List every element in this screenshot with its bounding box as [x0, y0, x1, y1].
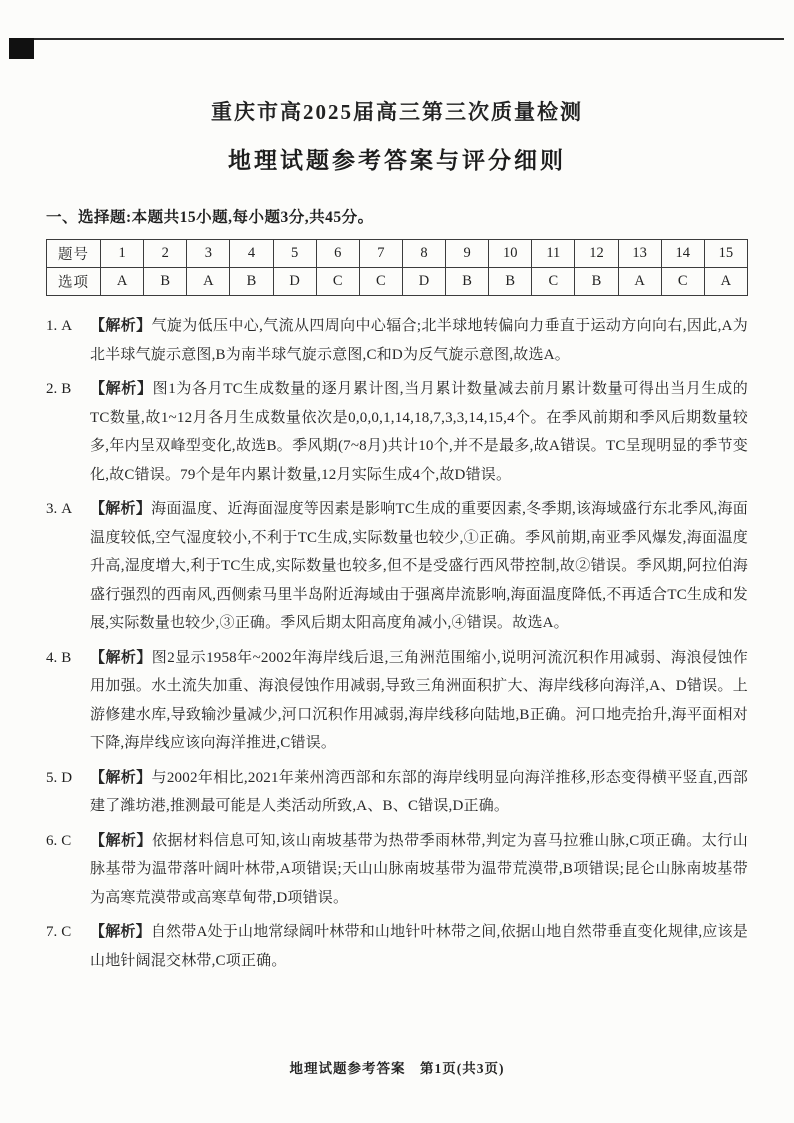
answer-cell: D [402, 268, 445, 296]
explanation-text [90, 764, 748, 821]
answer-cell: C [532, 268, 575, 296]
scan-artifact-corner-mark [9, 38, 34, 59]
question-number-cell: 6 [316, 240, 359, 268]
section-heading-multiple-choice: 一、选择题:本题共15小题,每小题3分,共45分。 [46, 209, 374, 226]
correct-answer-letter: A [61, 501, 73, 517]
correct-answer-letter: D [61, 769, 73, 786]
analysis-marker: 【解析】 [90, 649, 152, 666]
explanation-item [46, 827, 748, 913]
question-answer-label [46, 644, 90, 758]
question-number-cell: 13 [618, 240, 661, 268]
correct-answer-letter: B [61, 381, 72, 397]
answer-cell: A [704, 268, 747, 296]
scan-artifact-top-line [9, 38, 784, 40]
analysis-body: 依据材料信息可知,该山南坡基带为热带季雨林带,判定为喜马拉雅山脉,C项正确。太行山脉基带为温带落叶阔叶林带,A项错误;天山山脉南坡基带为温带荒漠带,B项错误;昆仑山脉南坡基带为高寒荒漠带或高寒草甸带,D项错误。 [90, 832, 748, 906]
question-number-cell: 14 [661, 240, 704, 268]
analysis-body: 与2002年相比,2021年莱州湾西部和东部的海岸线明显向海洋推移,形态变得横平竖直,西部建了潍坊港,推测最可能是人类活动所致,A、B、C错误,D正确。 [90, 769, 748, 814]
explanation-item [46, 495, 748, 638]
question-answer-label [46, 764, 90, 821]
analysis-body: 图2显示1958年~2002年海岸线后退,三角洲范围缩小,说明河流沉积作用减弱、海浪侵蚀作用加强。水土流失加重、海浪侵蚀作用减弱,导致三角洲面积扩大、海岸线移向海洋,A、D错误。上游修建水库,导致输沙量减少,河口沉积作用减弱,海岸线移向陆地,B正确。河口地壳抬升,海平面相对下降,海岸线应该向海洋推进,C错误。 [90, 649, 748, 751]
correct-answer-letter: C [61, 832, 72, 849]
question-number-cell: 15 [704, 240, 747, 268]
analysis-marker: 【解析】 [90, 832, 152, 849]
row-header-answer-option: 选项 [47, 268, 101, 296]
answer-cell: B [144, 268, 187, 296]
answer-cell: B [489, 268, 532, 296]
explanation-item [46, 644, 748, 758]
question-number-cell: 5 [273, 240, 316, 268]
answer-cell: C [316, 268, 359, 296]
explanation-item [46, 375, 748, 489]
analysis-body: 气旋为低压中心,气流从四周向中心辐合;北半球地转偏向力垂直于运动方向向右,因此,A为北半球气旋示意图,B为南半球气旋示意图,C和D为反气旋示意图,故选A。 [90, 318, 749, 363]
row-header-question-number: 题号 [47, 240, 101, 268]
explanation-item [46, 918, 748, 975]
explanation-text [90, 312, 748, 369]
document-content [46, 96, 748, 981]
question-number: 5. [46, 769, 58, 786]
question-number-cell: 4 [230, 240, 273, 268]
question-number: 6. [46, 832, 58, 849]
answer-cell: B [446, 268, 489, 296]
explanation-item [46, 764, 748, 821]
question-number-cell: 8 [402, 240, 445, 268]
explanation-text [90, 495, 748, 638]
answer-cell: C [359, 268, 402, 296]
analysis-marker: 【解析】 [90, 501, 152, 517]
question-answer-label [46, 375, 90, 489]
explanation-item [46, 312, 748, 369]
question-answer-label [46, 918, 90, 975]
correct-answer-letter: C [61, 924, 72, 940]
question-number: 3. [46, 501, 58, 517]
answer-table [46, 239, 748, 296]
answer-cell: A [618, 268, 661, 296]
explanation-text [90, 375, 748, 489]
explanation-text [90, 644, 748, 758]
analysis-body: 图1为各月TC生成数量的逐月累计图,当月累计数量减去前月累计数量可得出当月生成的TC数量,故1~12月各月生成数量依次是0,0,0,1,14,18,7,3,3,14,15,4个。在季风前期和季风后期数量较多,年内呈双峰型变化,故选B。季风期(7~8月)共计10个,并不是最多,故A错误。TC呈现明显的季节变化,故C错误。79个是年内累计数量,12月实际生成4个,故D错误。 [90, 381, 748, 483]
answer-cell: A [187, 268, 230, 296]
analysis-body: 自然带A处于山地常绿阔叶林带和山地针叶林带之间,依据山地自然带垂直变化规律,应该是山地针阔混交林带,C项正确。 [90, 924, 748, 969]
answer-cell: B [230, 268, 273, 296]
correct-answer-letter: B [61, 649, 72, 666]
question-number-cell: 12 [575, 240, 618, 268]
question-answer-label [46, 827, 90, 913]
answer-cell: D [273, 268, 316, 296]
analysis-marker: 【解析】 [90, 318, 152, 334]
question-number-cell: 10 [489, 240, 532, 268]
answer-cell: A [101, 268, 144, 296]
question-number-cell: 2 [144, 240, 187, 268]
question-number: 7. [46, 924, 58, 940]
analysis-body: 海面温度、近海面湿度等因素是影响TC生成的重要因素,冬季期,该海域盛行东北季风,海面温度较低,空气湿度较小,不利于TC生成,实际数量也较少,①正确。季风前期,南亚季风爆发,海面温度升高,湿度增大,利于TC生成,实际数量也较多,但不是受盛行西风带控制,故②错误。季风期,阿拉伯海盛行强烈的西南风,西侧索马里半岛附近海域由于强离岸流影响,海面温度降低,不再适合TC生成和发展,实际数量也较少,③正确。季风后期太阳高度角减小,④错误。故选A。 [90, 501, 748, 631]
table-row-answers [47, 268, 748, 296]
page-subtitle: 地理试题参考答案与评分细则 [228, 148, 566, 173]
answer-cell: C [661, 268, 704, 296]
question-answer-label [46, 495, 90, 638]
analysis-marker: 【解析】 [90, 381, 153, 397]
answer-cell: B [575, 268, 618, 296]
explanation-text [90, 918, 748, 975]
analysis-marker: 【解析】 [90, 769, 152, 786]
question-number-cell: 9 [446, 240, 489, 268]
question-answer-label [46, 312, 90, 369]
page-title: 重庆市高2025届高三第三次质量检测 [211, 100, 583, 124]
question-number-cell: 7 [359, 240, 402, 268]
question-number: 2. [46, 381, 58, 397]
question-number: 4. [46, 649, 58, 666]
explanation-text [90, 827, 748, 913]
analysis-marker: 【解析】 [90, 924, 151, 940]
explanations-list [46, 312, 748, 975]
question-number-cell: 3 [187, 240, 230, 268]
question-number: 1. [46, 318, 58, 334]
correct-answer-letter: A [61, 318, 73, 334]
page-footer: 地理试题参考答案 第1页(共3页) [289, 1061, 505, 1076]
question-number-cell: 11 [532, 240, 575, 268]
table-row-question-numbers [47, 240, 748, 268]
question-number-cell: 1 [101, 240, 144, 268]
